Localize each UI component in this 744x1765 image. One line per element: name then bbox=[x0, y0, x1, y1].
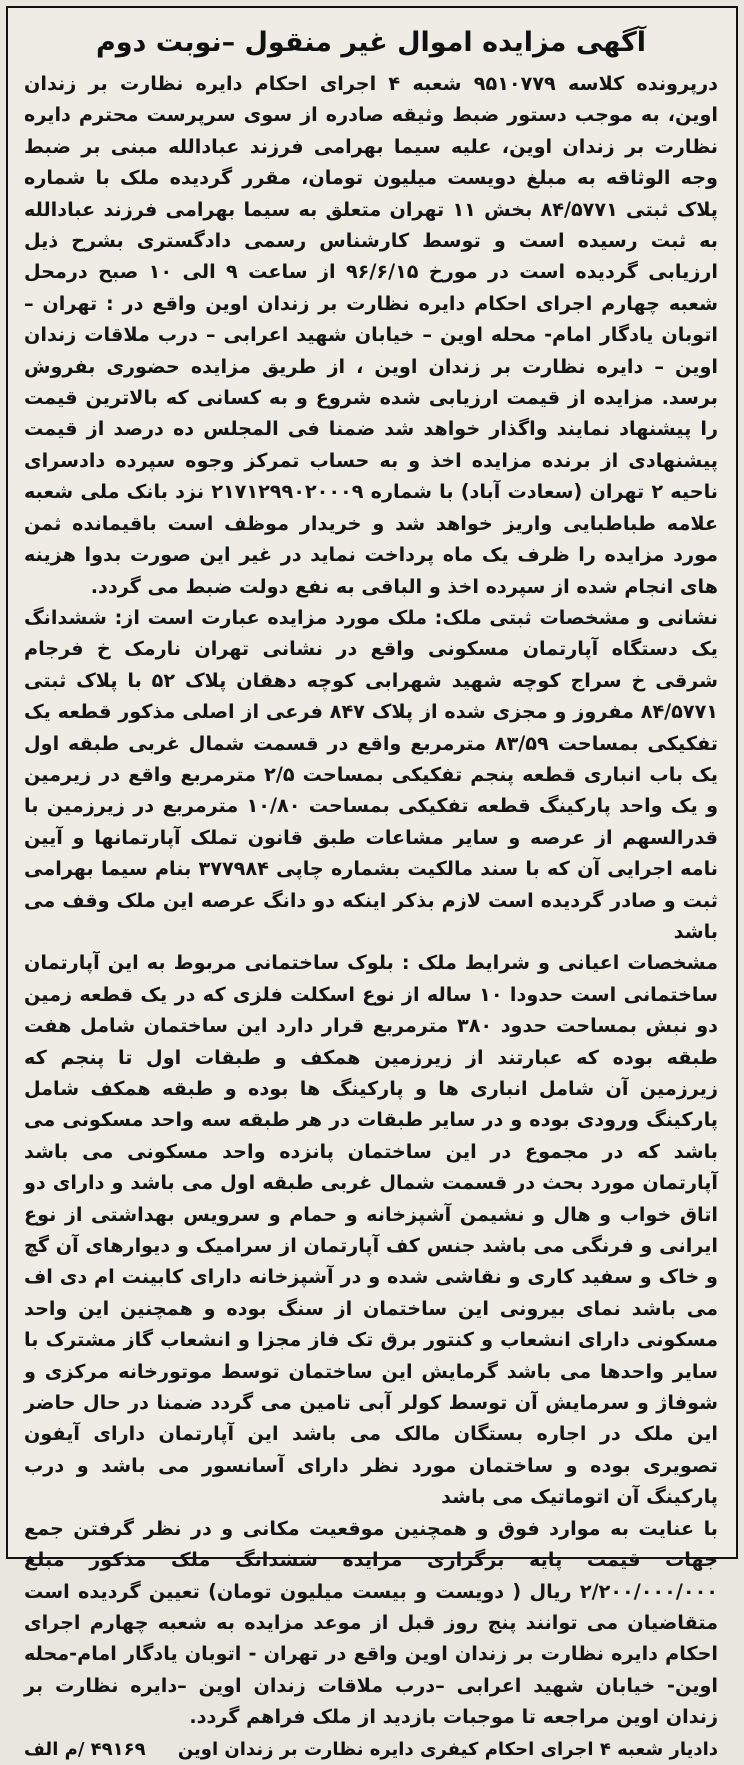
paragraph-property-registration: نشانی و مشخصات ثبتی ملک: ملک مورد مزایده عبارت است از: ششدانگ یک دستگاه آپارتمان مسکونی واقع در نشانی تهران نارمک خ فرجام شرقی خ سراج کوچه شهید شهرابی کوچه دهقان پلاک ۵۲ با پلاک ثبتی ۸۴/۵۷۷۱ مفروز و مجزی شده از پلاک ۸۴۷ فرعی از اصلی مذکور قطعه یک تفکیکی بمساحت ۸۳/۵۹ مترمربع واقع در قسمت شمال غربی طبقه اول یک باب انباری قطعه پنجم تفکیکی بمساحت ۲/۵ مترمربع واقع در زیرمین و یک واحد پارکینگ قطعه تفکیکی بمساحت ۱۰/۸۰ مترمربع در زیرزمین با قدرالسهم از عرصه و سایر مشاعات طبق قانون تملک آپارتمانها و آیین نامه اجرایی آن که با سند مالکیت بشماره چاپی ۳۷۷۹۸۴ بنام سیما بهرامی ثبت و صادر گردیده است لازم بذکر اینکه دو دانگ عرصه این ملک وقف می باشد bbox=[24, 605, 719, 943]
notice-title: آگهی مزایده اموال غیر منقول –نوبت دوم bbox=[95, 27, 647, 58]
reference-code: ۴۹۱۶۹ /م الف bbox=[24, 1738, 146, 1760]
signature-line: دادیار شعبه ۴ اجرای احکام کیفری دایره نظارت بر زندان اوین bbox=[177, 1738, 718, 1760]
paragraph-building-specs: مشخصات اعیانی و شرایط ملک : بلوک ساختمانی مربوط به این آپارتمان ساختمانی است حدودا ۱۰ ساله از نوع اسکلت فلزی که در یک قطعه زمین دو نبش بمساحت حدود ۳۸۰ مترمربع قرار دارد این ساختمان شامل هفت طبقه بوده که عبارتند از زیرزمین همکف و طبقات اول تا پنجم که زیرزمین آن شامل انباری ها و پارکینگ ها بوده و طبقه همکف شامل پارکینگ ورودی بوده و در سایر طبقات در هر طبقه سه واحد مسکونی می باشد که در مجموع در این ساختمان پانزده واحد مسکونی می باشد آپارتمان مورد بحث در قسمت شمال غربی طبقه اول می باشد و دارای دو اتاق خواب و هال و نشیمن آشپزخانه و حمام و سرویس بهداشتی از نوع ایرانی و فرنگی می باشد جنس کف آپارتمان از سرامیک و دیوارهای آن گچ و خاک و سفید کاری و نقاشی شده و در آشپزخانه دارای کابینت ام دی اف می باشد نمای بیرونی این ساختمان از سنگ بوده و همچنین این واحد مسکونی دارای انشعاب و کنتور برق تک فاز مجزا و انشعاب گاز مشترک با سایر واحدها می باشد گرمایش این ساختمان توسط موتورخانه مرکزی و شوفاژ و سرمایش آن توسط کولر آبی تامین می گردد ضمنا در حال حاضر این ملک در اجاره بستگان مالک می باشد این آپارتمان دارای آیفون تصویری بوده و ساختمان مورد نظر دارای آسانسور می باشد و درب پارکینگ آن اتوماتیک می باشد bbox=[24, 951, 718, 1509]
notice-footer bbox=[24, 1735, 718, 1765]
notice-frame bbox=[6, 6, 738, 1760]
paragraph-case-details: درپرونده کلاسه ۹۵۱۰۷۷۹ شعبه ۴ اجرای احکام دایره نظارت بر زندان اوین، به موجب دستور ضبط وثیقه صادره از سوی سرپرست محترم دایره نظارت بر زندان اوین، علیه سیما بهرامی فرزند عبادالله مبنی بر ضبط وجه الوثاقه به مبلغ دویست میلیون تومان، مقرر گردیده ملک با شماره پلاک ثبتی ۸۴/۵۷۷۱ بخش ۱۱ تهران متعلق به سیما بهرامی فرزند عبادالله به ثبت رسیده است و توسط کارشناس رسمی دادگستری بشرح ذیل ارزیابی گردیده است در مورخ ۹۶/۶/۱۵ از ساعت ۹ الی ۱۰ صبح درمحل شعبه چهارم اجرای احکام دایره نظارت بر زندان اوین واقع در : تهران – اتوبان یادگار امام- محله اوین – خیابان شهید اعرابی – درب ملاقات زندان اوین – دایره نظارت بر زندان اوین ، از طریق مزایده حضوری بفروش برسد. مزایده از قیمت ارزیابی شده شروع و به کسانی که بالاترین قیمت را پیشنهاد نمایند واگذار خواهد شد ضمنا فی المجلس ده درصد از قیمت پیشنهادی از برنده مزایده اخذ و به حساب تمرکز وجوه سپرده دادسرای ناحیه ۲ تهران (سعادت آباد) با شماره ۲۱۷۱۲۹۹۰۲۰۰۰۹ نزد بانک ملی شعبه علامه طباطبایی واریز خواهد شد و خریدار موظف است باقیمانده ثمن مورد مزایده را ظرف یک ماه پرداخت نماید در غیر این صورت بدوا هزینه های انجام شده از سپرده اخذ و الباقی به نفع دولت ضبط می گردد. bbox=[24, 72, 719, 598]
paragraph-base-price: با عنایت به موارد فوق و همچنین موقعیت مکانی و در نظر گرفتن جمع جهات قیمت پایه برگزاری مزایده ششدانگ ملک مذکور مبلغ ۲/۲۰۰/۰۰۰/۰۰۰ ریال ( دویست و بیست میلیون تومان) تعیین گردیده است متقاضیان می توانند پنج روز قبل از موعد مزایده به شعبه چهارم اجرای احکام دایره نظارت بر زندان اوین واقع در تهران - اتوبان یادگار امام-محله اوین- خیابان شهید اعرابی –درب ملاقات زندان اوین –دایره نظارت بر زندان اوین مراجعه تا موجبات بازدید از ملک فراهم گردد. bbox=[24, 1516, 718, 1729]
